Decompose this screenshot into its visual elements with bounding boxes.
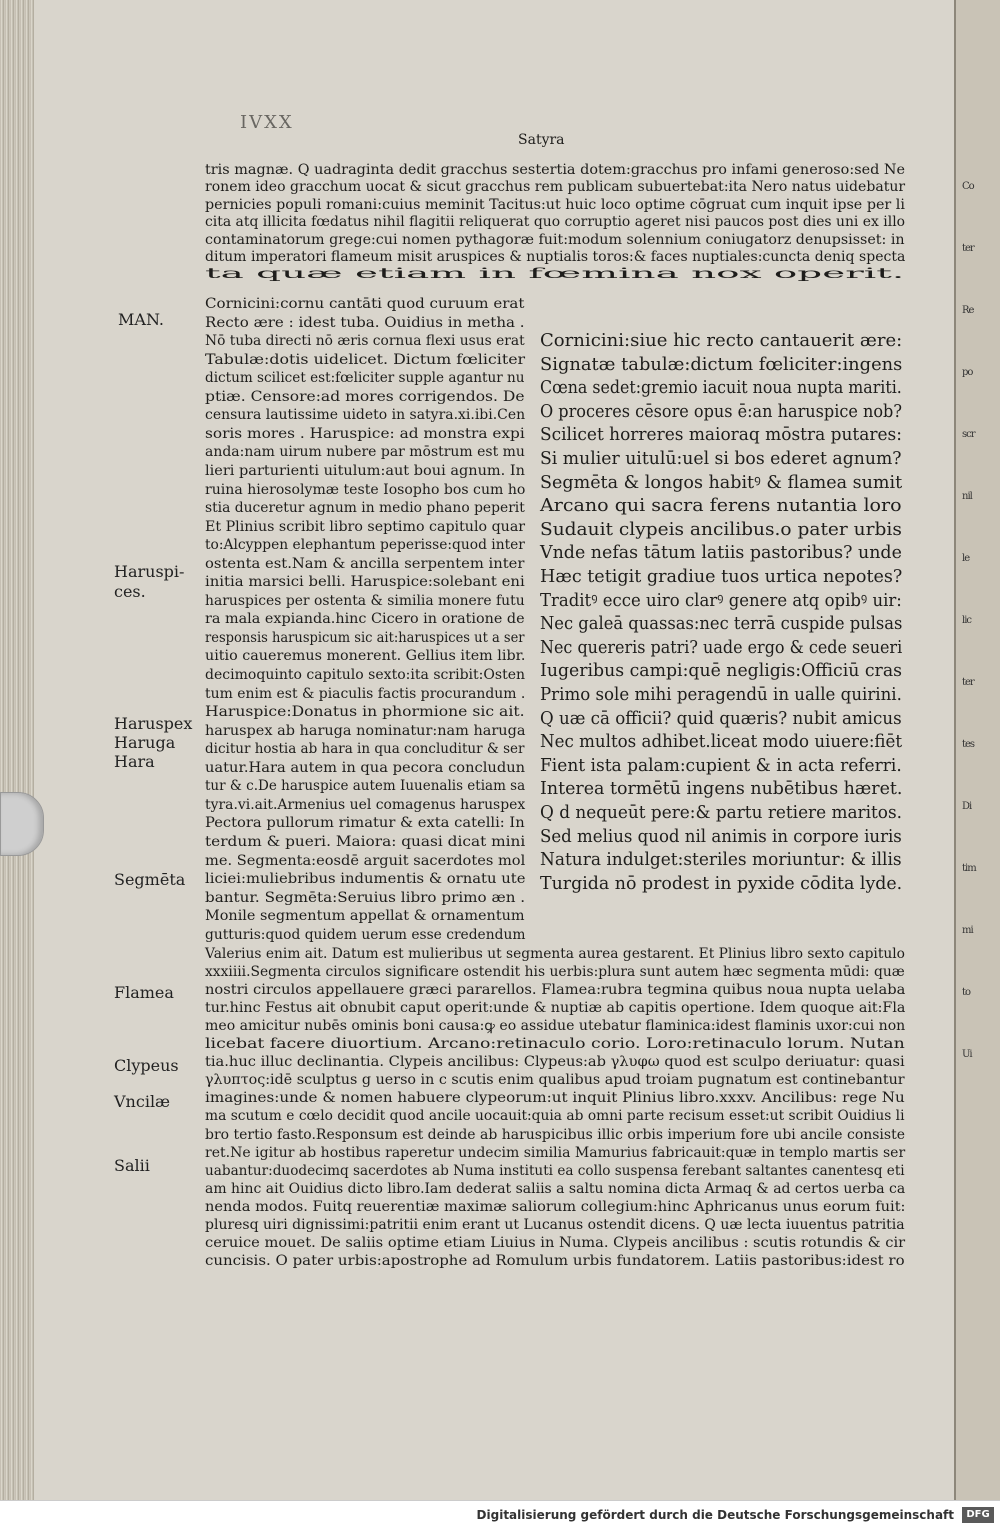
commentary-line: decimoquinto capitulo sexto:ita scribit:Osten (205, 667, 526, 683)
commentary-line: ptiæ. Censore:ad mores corrigendos. De (205, 388, 525, 405)
commentary-line: Haruspice:Donatus in phormione sic ait. (205, 704, 525, 721)
text-line: licebat facere diuortium. Arcano:retinaculo corio. Loro:retinaculo lorum. Nutan (205, 1036, 905, 1053)
text-line: nenda modos. Fuitq reuerentiæ maximæ saliorum collegium:hinc Aphricanus unus eorum fuit: (205, 1198, 906, 1215)
facing-page-fragment: Co (962, 181, 974, 192)
margin-note: Hara (114, 752, 155, 771)
footer-bar (0, 1500, 1000, 1530)
margin-note: Salii (114, 1156, 150, 1175)
verse-line: Natura indulget:steriles moriuntur: & illis (540, 849, 902, 871)
facing-page-fragment: Di (962, 801, 972, 812)
commentary-line: terdum & pueri. Maiora: quasi dicat mini (205, 833, 526, 850)
text-line: ceruice mouet. De saliis optime etiam Liuius in Numa. Clypeis ancilibus : scutis rotundis & cir (205, 1234, 906, 1251)
text-line: contaminatorum grege:cui nomen pythagoræ fuit:modum solennium coniugatorz denupsisset: in (205, 231, 905, 248)
facing-page-fragment: Ui (962, 1049, 972, 1060)
commentary-line: responsis haruspicum sic ait:haruspices ut a ser (205, 629, 525, 646)
commentary-line: Pectora pullorum rimatur & exta catelli: In (205, 815, 525, 832)
facing-page-fragment: scr (962, 429, 975, 440)
verse-line: Si mulier uitulū:uel si bos ederet agnum? (540, 448, 902, 469)
commentary-line: tum enim est & piaculis factis procurandum . (205, 685, 526, 702)
text-line: nostri circulos appellauere græci pararellos. Flamea:rubra tegmina quibus noua nupta uelaba (205, 982, 906, 999)
commentary-line: stia duceretur agnum in medio phano peperit (205, 500, 525, 517)
verse-line: Traditꝰ ecce uiro clarꝰ genere atq opibꝰ uir: (540, 589, 902, 611)
margin-note: Flamea (114, 983, 174, 1002)
verse-line: Nec multos adhibet.liceat modo uiuere:fiēt (540, 731, 903, 753)
commentary-line: ostenta est.Nam & ancilla serpentem inter (205, 555, 525, 572)
verse-line: Primo sole mihi peragendū in ualle quirini. (540, 684, 902, 705)
bleed-through-text: IVXX (240, 112, 294, 133)
dfg-logo: DFG (962, 1507, 994, 1523)
commentary-line: gutturis:quod quidem uerum esse credendum (205, 926, 526, 943)
margin-note: Clypeus (114, 1056, 179, 1075)
text-line: cuncisis. O pater urbis:apostrophe ad Romulum urbis fundatorem. Latiis pastoribus:idest ro (205, 1252, 905, 1269)
facing-page-fragment: to (962, 987, 971, 998)
text-line: ma scutum e cœlo decidit quod ancile uocauit:quia ab omni parte recisum esset:ut scribit Ouidius li (205, 1108, 905, 1125)
book-clip (0, 792, 44, 856)
facing-page-fragment: le (962, 553, 970, 564)
facing-page-fragment: Re (962, 305, 974, 316)
commentary-line: to:Alcyppen elephantum peperisse:quod inter (205, 537, 525, 554)
commentary-line: soris mores . Haruspice: ad monstra expi (205, 425, 525, 442)
commentary-line: tyra.vi.ait.Armenius uel comagenus haruspex (205, 796, 526, 813)
text-line: tris magnæ. Q uadraginta dedit gracchus sestertia dotem:gracchus pro infami generoso:sed Ne (205, 162, 906, 178)
verse-line: Interea tormētū ingens nubētibus hæret. (540, 778, 903, 800)
text-line: Valerius enim ait. Datum est mulieribus ut segmenta aurea gestarent. Et Plinius libro sexto capitulo (205, 946, 905, 962)
commentary-line: lieri parturienti uitulum:aut boui agnum. In (205, 462, 525, 479)
text-line: xxxiiii.Segmenta circulos significare ostendit his uerbis:plura sunt autem hæc segmenta mūdi: quæ (205, 964, 905, 981)
verse-line: Turgida nō prodest in pyxide cōdita lyde. (540, 872, 903, 894)
verse-line: Sed melius quod nil animis in corpore iuris (540, 825, 902, 847)
running-title: Satyra (518, 132, 565, 148)
verse-line: Iugeribus campi:quē negligis:Officiū cras (540, 660, 902, 682)
text-line: meo amicitur nubēs ominis boni causa:ꝙ eo assidue utebatur flaminica:idest flaminis uxor:cui non (205, 1018, 906, 1035)
facing-page-fragment: po (962, 367, 973, 378)
text-line: imagines:unde & nomen habuere clypeorum:ut inquit Plinius libro.xxxv. Ancilibus: rege Nu (205, 1090, 905, 1107)
margin-note: Segmēta (114, 870, 186, 889)
commentary-line: ra mala expianda.hinc Cicero in oratione de (205, 611, 525, 628)
verse-line: Scilicet horreres maioraq mōstra putares: (540, 424, 902, 446)
commentary-line: Nō tuba directi nō æris cornua flexi usus erat (205, 333, 525, 350)
verse-line: Cœna sedet:gremio iacuit noua nupta mariti. (540, 377, 902, 399)
verse-line: Nec galeā quassas:nec terrā cuspide pulsas (540, 613, 903, 635)
text-line: ta quæ etiam in fœmina nox operit. (205, 266, 905, 283)
verse-line: Vnde nefas tātum latiis pastoribus? unde (540, 542, 902, 564)
text-line: bro tertio fasto.Responsum est deinde ab haruspicibus illic orbis imperium fore ubi ancile consiste (205, 1126, 905, 1143)
facing-page-fragment: ter (962, 243, 974, 254)
verse-line: Fient ista palam:cupient & in acta referri. (540, 754, 902, 776)
text-line: ronem ideo gracchum uocat & sicut gracchus rem publicam subuertebat:ita Nero natus uidebatur (205, 179, 906, 196)
commentary-line: Cornicini:cornu cantāti quod curuum erat (205, 296, 525, 312)
verse-line: Cornicini:siue hic recto cantauerit ære: (540, 330, 903, 351)
text-line: uabantur:duodecimq sacerdotes ab Numa instituti ea collo suspensa ferebant saltantes canentesq eti (205, 1162, 905, 1179)
verse-line: Arcano qui sacra ferens nutantia loro (540, 495, 902, 517)
text-line: tia.huc illuc declinantia. Clypeis ancilibus: Clypeus:ab γλυφω quod est sculpo deriuatur: quasi (205, 1054, 905, 1071)
facing-page-fragment: tim (962, 863, 976, 874)
text-line: γλυπτος:idē sculptus g uerso in c scutis enim qualibus apud troiam pugnatum est continebantur (205, 1072, 905, 1089)
commentary-line: Monile segmentum appellat & ornamentum (205, 908, 525, 925)
commentary-line: ruina hierosolymæ teste Iosopho bos cum ho (205, 481, 526, 498)
verse-line: Q d nequeūt pere:& partu retiere maritos. (540, 802, 902, 823)
verse-line: Segmēta & longos habitꝰ & flamea sumit (540, 471, 903, 493)
text-line: ditum imperatori flameum misit aruspices & nuptialis toros:& faces nuptiales:cuncta deniq specta (205, 249, 906, 265)
verse-line: Nec quereris patri? uade ergo & cede seueri (540, 636, 903, 658)
facing-page-fragment: tes (962, 739, 975, 750)
verse-line: Hæc tetigit gradiue tuos urtica nepotes? (540, 566, 903, 587)
verse-line: Sudauit clypeis ancilibus.o pater urbis (540, 518, 902, 540)
text-line: pluresq uiri dignissimi:patritii enim erant ut Lucanus ostendit dicens. Q uæ lecta iuuentus patritia (205, 1216, 905, 1233)
facing-page-fragment: nil (962, 491, 972, 502)
commentary-line: me. Segmenta:eosdē arguit sacerdotes mol (205, 852, 526, 869)
text-line: am hinc ait Ouidius dicto libro.Iam dederat saliis a saltu nomina dicta Armaq & ad certos uerba ca (205, 1180, 906, 1197)
commentary-line: uatur.Hara autem in qua pecora concludun (205, 759, 526, 776)
commentary-line: Recto ære : idest tuba. Ouidius in metha . (205, 314, 525, 331)
commentary-line: Tabulæ:dotis uidelicet. Dictum fœliciter (205, 351, 526, 368)
facing-page-edge (954, 0, 1000, 1500)
verse-line: Q uæ cā officii? quid quæris? nubit amicus (540, 707, 902, 729)
text-line: ret.Ne igitur ab hostibus raperetur undecim similia Mamurius fabricauit:quæ in templo martis ser (205, 1144, 906, 1161)
commentary-line: dictum scilicet est:fœliciter supple agantur nu (205, 370, 525, 387)
margin-note: Vncilæ (114, 1092, 171, 1111)
commentary-line: initia marsici belli. Haruspice:solebant eni (205, 574, 525, 591)
commentary-line: haruspices per ostenta & similia monere futu (205, 592, 525, 609)
margin-note: Haruspi- ces. (114, 562, 185, 601)
verse-line: O proceres cēsore opus ē:an haruspice nob? (540, 400, 902, 422)
facing-page-fragment: lic (962, 615, 971, 626)
commentary-line: dicitur hostia ab hara in qua concluditur & ser (205, 741, 525, 758)
facing-page-fragment: mi (962, 925, 973, 936)
facing-page-fragment: ter (962, 677, 974, 688)
commentary-line: tur & c.De haruspice autem Iuuenalis etiam sa (205, 778, 526, 795)
margin-note: Haruga (114, 733, 176, 752)
commentary-line: censura lautissime uideto in satyra.xi.ibi.Cen (205, 407, 526, 424)
commentary-line: haruspex ab haruga nominatur:nam haruga (205, 722, 526, 739)
commentary-line: anda:nam uirum nubere par mōstrum est mu (205, 444, 525, 461)
verse-line: Signatæ tabulæ:dictum fœliciter:ingens (540, 353, 903, 375)
margin-note: Haruspex (114, 714, 193, 733)
commentary-line: bantur. Segmēta:Seruius libro primo æn . (205, 889, 526, 906)
margin-note: MAN. (118, 310, 164, 329)
book-page-edges (0, 0, 34, 1500)
funding-credit: Digitalisierung gefördert durch die Deutsche Forschungsgemeinschaft (476, 1508, 954, 1522)
text-line: pernicies populi romani:cuius meminit Tacitus:ut huic loco optime cōgruat cum inquit ipse per li (205, 196, 905, 213)
text-line: cita atq illicita fœdatus nihil flagitii reliquerat quo corruptio ageret nisi paucos post dies uni ex illo (205, 214, 906, 231)
text-line: tur.hinc Festus ait obnubit caput operit:unde & nuptiæ ab capitis opertione. Idem quoque ait:Fla (205, 1000, 906, 1017)
commentary-line: Et Plinius scribit libro septimo capitulo quar (205, 518, 526, 535)
commentary-line: liciei:muliebribus indumentis & ornatu ute (205, 871, 526, 888)
commentary-line: uitio caueremus monerent. Gellius item libr. (205, 648, 526, 665)
